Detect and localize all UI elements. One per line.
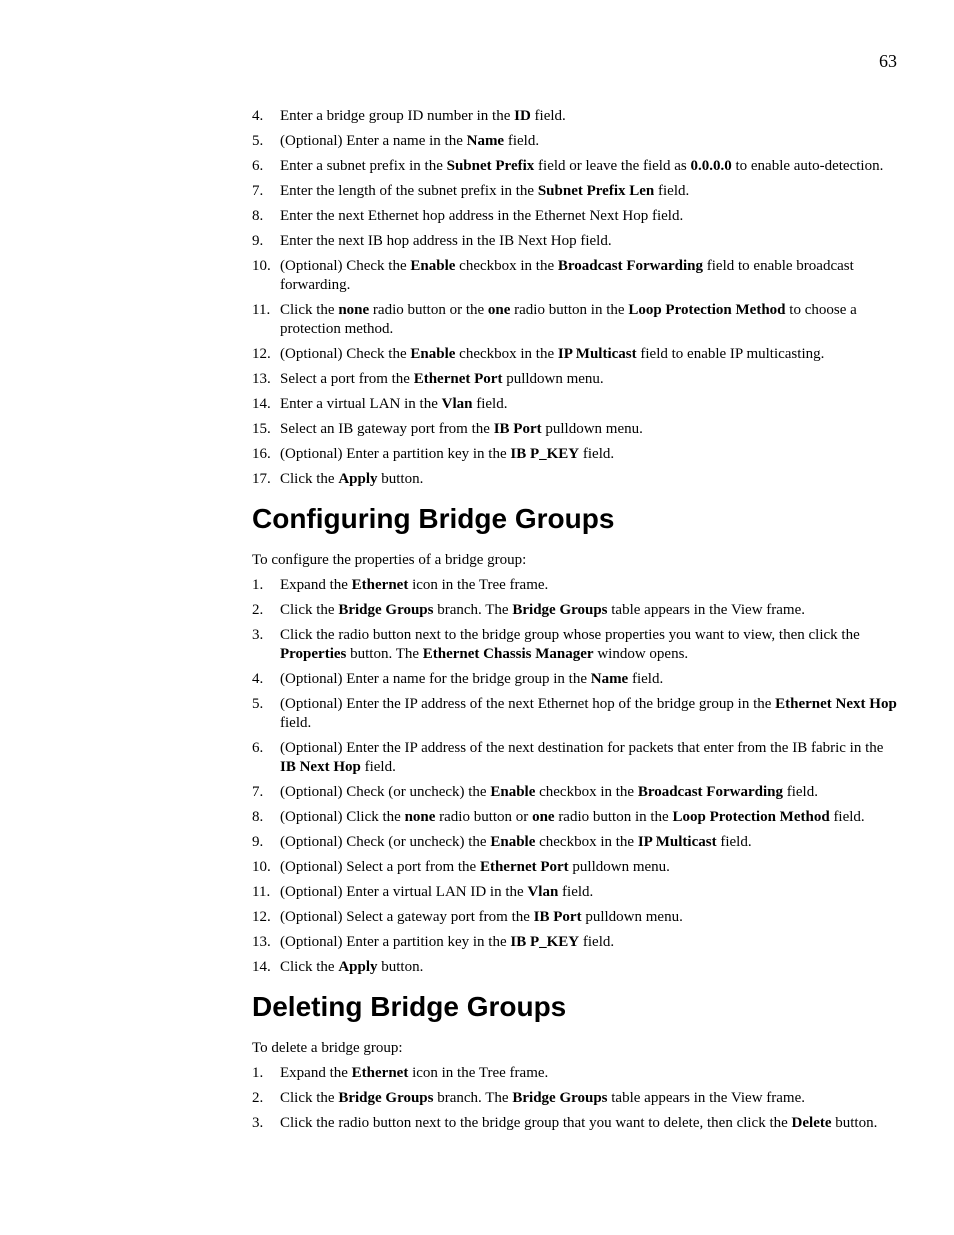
list-item bbox=[252, 1089, 902, 1108]
list-item bbox=[252, 182, 902, 201]
step-number: 12. bbox=[252, 346, 271, 362]
step-text-run: radio button in the bbox=[510, 302, 629, 318]
step-text-run: Enter a subnet prefix in the bbox=[280, 158, 447, 174]
step-text bbox=[280, 257, 902, 295]
ui-term: Loop Protection Method bbox=[628, 302, 786, 318]
step-text-run: (Optional) Enter the IP address of the next Ethernet hop of the bridge group in the bbox=[280, 696, 776, 712]
step-number: 7. bbox=[252, 183, 264, 199]
page-content bbox=[252, 107, 902, 1139]
step-text-run: field. bbox=[360, 759, 396, 775]
step-text bbox=[280, 445, 902, 464]
step-text-run: field. bbox=[504, 133, 540, 149]
step-text-run: (Optional) Check (or uncheck) the bbox=[280, 834, 491, 850]
list-item bbox=[252, 739, 902, 777]
step-text bbox=[280, 182, 902, 201]
step-list-deleting bbox=[252, 1064, 902, 1133]
ui-term: Ethernet Next Hop bbox=[775, 696, 897, 712]
step-text-run: (Optional) Click the bbox=[280, 809, 405, 825]
step-text-run: pulldown menu. bbox=[541, 421, 643, 437]
step-text-run: icon in the Tree frame. bbox=[408, 1065, 549, 1081]
list-item bbox=[252, 883, 902, 902]
list-item bbox=[252, 301, 902, 339]
step-list-continued bbox=[252, 107, 902, 489]
list-item bbox=[252, 370, 902, 389]
ui-term: Ethernet bbox=[351, 1065, 409, 1081]
step-text bbox=[280, 470, 902, 489]
list-item bbox=[252, 132, 902, 151]
step-number: 2. bbox=[252, 602, 264, 618]
step-text-run: radio button in the bbox=[554, 809, 673, 825]
step-number: 8. bbox=[252, 809, 264, 825]
ui-term: Ethernet Port bbox=[479, 859, 569, 875]
list-item bbox=[252, 576, 902, 595]
ui-term: Vlan bbox=[441, 396, 473, 412]
step-text-run: field to enable IP multicasting. bbox=[636, 346, 825, 362]
ui-term: Subnet Prefix Len bbox=[537, 183, 655, 199]
step-number: 11. bbox=[252, 302, 271, 318]
list-item bbox=[252, 858, 902, 877]
step-number: 16. bbox=[252, 446, 271, 462]
step-text-run: checkbox in the bbox=[455, 346, 558, 362]
ui-term: Enable bbox=[410, 346, 456, 362]
step-text-run: (Optional) Enter a name in the bbox=[280, 133, 467, 149]
ui-term: none bbox=[404, 809, 436, 825]
step-text-run: radio button or the bbox=[369, 302, 488, 318]
step-text-run: Enter the next IB hop address in the IB Next Hop field. bbox=[280, 233, 612, 249]
step-text-run: field. bbox=[829, 809, 865, 825]
step-text-run: (Optional) Enter a name for the bridge group in the bbox=[280, 671, 591, 687]
step-text-run: branch. The bbox=[433, 1090, 513, 1106]
step-number: 13. bbox=[252, 371, 271, 387]
ui-term: Ethernet Port bbox=[413, 371, 503, 387]
ui-term: Ethernet Chassis Manager bbox=[422, 646, 594, 662]
list-item bbox=[252, 1114, 902, 1133]
section-intro-configuring: To configure the properties of a bridge group: bbox=[252, 552, 527, 568]
page-number: 63 bbox=[879, 51, 897, 71]
step-number: 10. bbox=[252, 258, 271, 274]
step-text-run: Click the bbox=[280, 1090, 339, 1106]
step-number: 15. bbox=[252, 421, 271, 437]
list-item bbox=[252, 1064, 902, 1083]
step-text bbox=[280, 207, 902, 226]
step-text-run: (Optional) Check (or uncheck) the bbox=[280, 784, 491, 800]
ui-term: none bbox=[338, 302, 370, 318]
ui-term: IB Port bbox=[493, 421, 542, 437]
step-text-run: button. bbox=[831, 1115, 878, 1131]
step-text-run: field. bbox=[716, 834, 752, 850]
ui-term: one bbox=[487, 302, 511, 318]
list-item bbox=[252, 958, 902, 977]
step-number: 5. bbox=[252, 696, 264, 712]
list-item bbox=[252, 207, 902, 226]
step-text-run: field. bbox=[579, 934, 615, 950]
step-number: 11. bbox=[252, 884, 271, 900]
step-number: 3. bbox=[252, 627, 264, 643]
step-text-run: pulldown menu. bbox=[568, 859, 670, 875]
step-text bbox=[280, 783, 902, 802]
step-list-configuring bbox=[252, 576, 902, 977]
step-text bbox=[280, 232, 902, 251]
step-text-run: (Optional) Enter the IP address of the next destination for packets that enter from the IB fabric in the bbox=[280, 740, 884, 756]
step-text-run: field. bbox=[472, 396, 508, 412]
step-text bbox=[280, 1114, 902, 1133]
ui-term: IP Multicast bbox=[637, 834, 717, 850]
ui-term: Enable bbox=[490, 834, 536, 850]
step-text-run: Enter the length of the subnet prefix in the bbox=[280, 183, 538, 199]
list-item bbox=[252, 908, 902, 927]
step-text-run: pulldown menu. bbox=[581, 909, 683, 925]
list-item bbox=[252, 626, 902, 664]
step-number: 17. bbox=[252, 471, 271, 487]
ui-term: Subnet Prefix bbox=[446, 158, 535, 174]
step-text-run: Expand the bbox=[280, 577, 352, 593]
ui-term: IP Multicast bbox=[557, 346, 637, 362]
step-text-run: checkbox in the bbox=[535, 834, 638, 850]
ui-term: Enable bbox=[410, 258, 456, 274]
ui-term: ID bbox=[514, 108, 531, 124]
step-text-run: icon in the Tree frame. bbox=[408, 577, 549, 593]
step-text bbox=[280, 1064, 902, 1083]
step-text-run: radio button or bbox=[435, 809, 533, 825]
step-number: 5. bbox=[252, 133, 264, 149]
step-text-run: (Optional) Check the bbox=[280, 258, 411, 274]
step-text-run: button. The bbox=[346, 646, 423, 662]
list-item bbox=[252, 670, 902, 689]
step-text bbox=[280, 808, 902, 827]
step-text bbox=[280, 576, 902, 595]
section-heading-deleting: Deleting Bridge Groups bbox=[252, 991, 567, 1022]
step-text bbox=[280, 370, 902, 389]
step-text-run: pulldown menu. bbox=[502, 371, 604, 387]
list-item bbox=[252, 933, 902, 952]
ui-term: Bridge Groups bbox=[512, 602, 608, 618]
ui-term: Delete bbox=[791, 1115, 832, 1131]
step-text-run: Select a port from the bbox=[280, 371, 414, 387]
step-number: 9. bbox=[252, 233, 264, 249]
step-text bbox=[280, 933, 902, 952]
step-text bbox=[280, 345, 902, 364]
step-text-run: button. bbox=[377, 959, 424, 975]
ui-term: 0.0.0.0 bbox=[690, 158, 732, 174]
list-item bbox=[252, 445, 902, 464]
ui-term: Apply bbox=[338, 959, 378, 975]
ui-term: Loop Protection Method bbox=[672, 809, 830, 825]
step-text-run: field. bbox=[654, 183, 690, 199]
list-item bbox=[252, 695, 902, 733]
ui-term: Broadcast Forwarding bbox=[637, 784, 783, 800]
ui-term: Apply bbox=[338, 471, 378, 487]
step-number: 13. bbox=[252, 934, 271, 950]
ui-term: Ethernet bbox=[351, 577, 409, 593]
step-text bbox=[280, 626, 902, 664]
step-text-run: (Optional) Enter a partition key in the bbox=[280, 934, 511, 950]
step-text-run: checkbox in the bbox=[455, 258, 558, 274]
ui-term: Bridge Groups bbox=[338, 602, 434, 618]
list-item bbox=[252, 420, 902, 439]
list-item bbox=[252, 395, 902, 414]
ui-term: IB P_KEY bbox=[510, 446, 580, 462]
step-text bbox=[280, 601, 902, 620]
step-text bbox=[280, 739, 902, 777]
step-text bbox=[280, 833, 902, 852]
step-number: 8. bbox=[252, 208, 264, 224]
list-item bbox=[252, 808, 902, 827]
step-text-run: (Optional) Select a port from the bbox=[280, 859, 480, 875]
step-number: 9. bbox=[252, 834, 264, 850]
step-text-run: field. bbox=[530, 108, 566, 124]
ui-term: one bbox=[532, 809, 555, 825]
step-number: 2. bbox=[252, 1090, 264, 1106]
step-number: 3. bbox=[252, 1115, 264, 1131]
step-text-run: field. bbox=[280, 715, 312, 731]
list-item bbox=[252, 107, 902, 126]
step-text-run: field. bbox=[628, 671, 664, 687]
step-text-run: table appears in the View frame. bbox=[607, 1090, 806, 1106]
step-text bbox=[280, 858, 902, 877]
step-text-run: field or leave the field as bbox=[534, 158, 691, 174]
ui-term: Vlan bbox=[527, 884, 559, 900]
step-number: 12. bbox=[252, 909, 271, 925]
step-text-run: (Optional) Check the bbox=[280, 346, 411, 362]
ui-term: IB P_KEY bbox=[510, 934, 580, 950]
step-text-run: field. bbox=[579, 446, 615, 462]
step-text bbox=[280, 395, 902, 414]
list-item bbox=[252, 601, 902, 620]
step-text bbox=[280, 301, 902, 339]
step-text-run: branch. The bbox=[433, 602, 513, 618]
step-number: 4. bbox=[252, 671, 264, 687]
step-text-run: Click the bbox=[280, 959, 339, 975]
step-text-run: Click the bbox=[280, 302, 339, 318]
list-item bbox=[252, 345, 902, 364]
ui-term: Enable bbox=[490, 784, 536, 800]
step-text-run: (Optional) Select a gateway port from the bbox=[280, 909, 534, 925]
step-text-run: Select an IB gateway port from the bbox=[280, 421, 494, 437]
step-text-run: Enter the next Ethernet hop address in the Ethernet Next Hop field. bbox=[280, 208, 684, 224]
step-number: 6. bbox=[252, 158, 264, 174]
step-text-run: Enter a bridge group ID number in the bbox=[280, 108, 515, 124]
step-number: 10. bbox=[252, 859, 271, 875]
ui-term: Name bbox=[466, 133, 505, 149]
step-text bbox=[280, 420, 902, 439]
ui-term: Bridge Groups bbox=[512, 1090, 608, 1106]
step-number: 6. bbox=[252, 740, 264, 756]
step-text-run: table appears in the View frame. bbox=[607, 602, 806, 618]
ui-term: Properties bbox=[280, 646, 347, 662]
step-text-run: Click the bbox=[280, 471, 339, 487]
step-text-run: field. bbox=[782, 784, 818, 800]
step-number: 14. bbox=[252, 396, 271, 412]
ui-term: IB Next Hop bbox=[280, 759, 361, 775]
step-text bbox=[280, 958, 902, 977]
step-text-run: to enable auto-detection. bbox=[731, 158, 884, 174]
step-text-run: Click the radio button next to the bridge group that you want to delete, then click the bbox=[280, 1115, 792, 1131]
step-number: 1. bbox=[252, 1065, 264, 1081]
list-item bbox=[252, 257, 902, 295]
section-heading-configuring: Configuring Bridge Groups bbox=[252, 503, 615, 534]
step-text-run: field. bbox=[558, 884, 594, 900]
ui-term: IB Port bbox=[533, 909, 582, 925]
step-text bbox=[280, 908, 902, 927]
step-text bbox=[280, 107, 902, 126]
ui-term: Broadcast Forwarding bbox=[557, 258, 704, 274]
section-intro-deleting: To delete a bridge group: bbox=[252, 1040, 403, 1056]
list-item bbox=[252, 232, 902, 251]
step-text-run: button. bbox=[377, 471, 424, 487]
step-text-run: field to enable broadcast forwarding. bbox=[280, 258, 854, 293]
ui-term: Bridge Groups bbox=[338, 1090, 434, 1106]
list-item bbox=[252, 470, 902, 489]
list-item bbox=[252, 783, 902, 802]
step-text-run: window opens. bbox=[593, 646, 689, 662]
step-text-run: Click the radio button next to the bridge group whose properties you want to view, then click the bbox=[280, 627, 860, 643]
step-text bbox=[280, 132, 902, 151]
list-item bbox=[252, 157, 902, 176]
step-text bbox=[280, 1089, 902, 1108]
step-text-run: Enter a virtual LAN in the bbox=[280, 396, 442, 412]
step-text-run: Expand the bbox=[280, 1065, 352, 1081]
ui-term: Name bbox=[590, 671, 629, 687]
step-number: 1. bbox=[252, 577, 264, 593]
step-number: 4. bbox=[252, 108, 264, 124]
step-text bbox=[280, 670, 902, 689]
step-text-run: (Optional) Enter a virtual LAN ID in the bbox=[280, 884, 528, 900]
step-text bbox=[280, 883, 902, 902]
step-number: 7. bbox=[252, 784, 264, 800]
step-number: 14. bbox=[252, 959, 271, 975]
step-text-run: Click the bbox=[280, 602, 339, 618]
list-item bbox=[252, 833, 902, 852]
step-text-run: to choose a protection method. bbox=[280, 302, 857, 337]
step-text bbox=[280, 157, 902, 176]
step-text-run: checkbox in the bbox=[535, 784, 638, 800]
step-text bbox=[280, 695, 902, 733]
step-text-run: (Optional) Enter a partition key in the bbox=[280, 446, 511, 462]
